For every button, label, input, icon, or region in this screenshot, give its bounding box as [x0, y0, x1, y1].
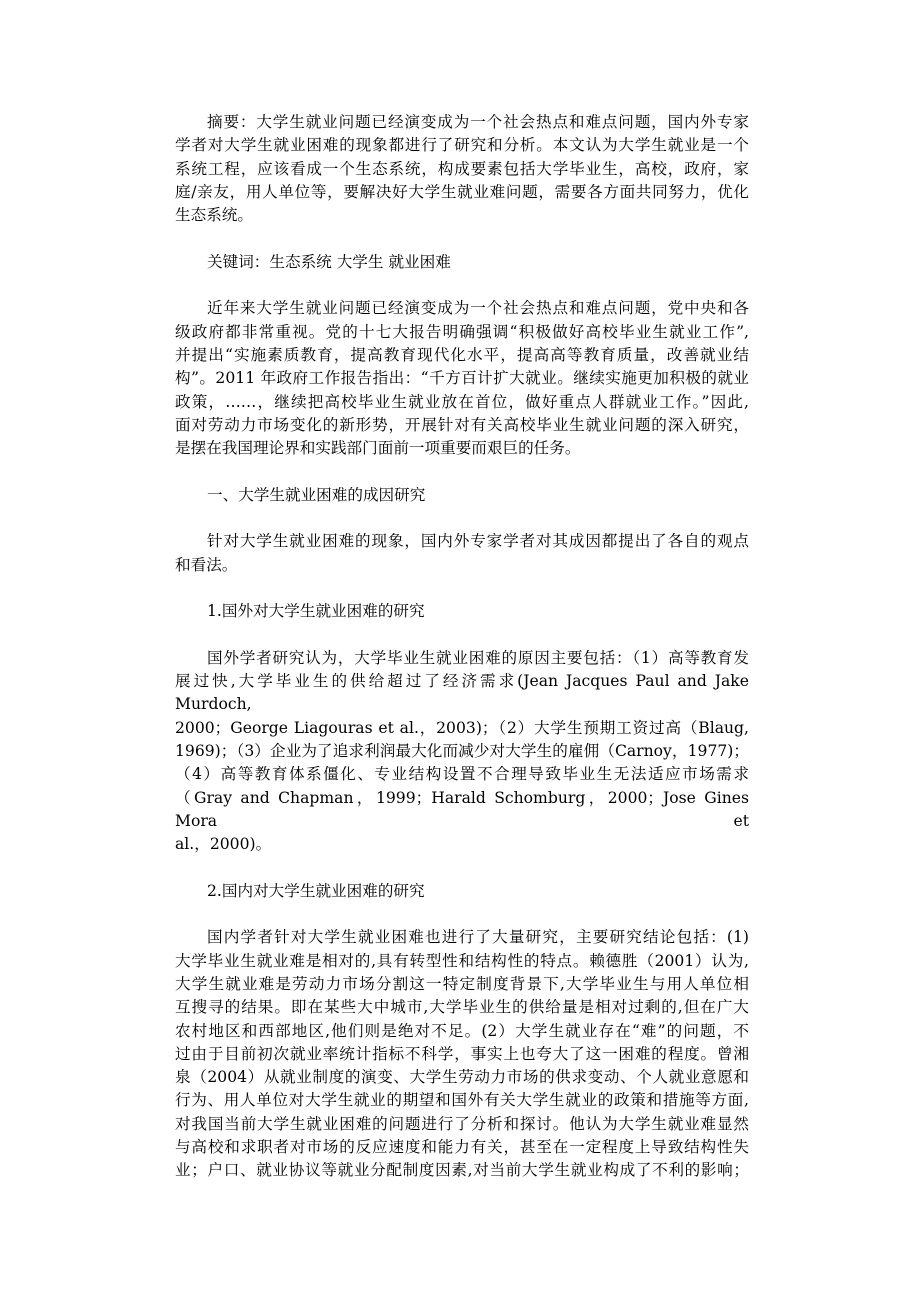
- abstract-line: 庭/亲友，用人单位等，要解决好大学生就业难问题，需要各方面共同努力，优化: [175, 182, 749, 201]
- abstract-line: 学者对大学生就业困难的现象都进行了研究和分析。本文认为大学生就业是一个: [175, 136, 749, 155]
- document-page: [175, 111, 749, 1183]
- intro-line: 面对劳动力市场变化的新形势，开展针对有关高校毕业生就业问题的深入研究，: [175, 415, 749, 434]
- sub2-body-paragraph: [175, 926, 749, 1182]
- sub1-body-paragraph: [175, 647, 749, 857]
- section1-intro-line: 针对大学生就业困难的现象，国内外专家学者对其成因都提出了各自的观点: [207, 532, 749, 551]
- sub2-title: 2.国内对大学生就业困难的研究: [207, 881, 425, 900]
- sub2-body-line: 行为、用人单位对大学生就业的期望和国外有关大学生就业的政策和措施等方面,: [175, 1091, 749, 1110]
- intro-line: 构”。2011 年政府工作报告指出：“千方百计扩大就业。继续实施更加积极的就业: [175, 369, 749, 388]
- sub2-body-line: 过由于目前初次就业率统计指标不科学，事实上也夸大了这一困难的程度。曾湘: [175, 1044, 749, 1063]
- intro-line: 近年来大学生就业问题已经演变成为一个社会热点和难点问题，党中央和各: [207, 299, 749, 318]
- sub1-title: 1.国外对大学生就业困难的研究: [207, 602, 425, 621]
- keywords: 关键词：生态系统 大学生 就业困难: [207, 252, 451, 271]
- sub1-body-line: 国外学者研究认为，大学毕业生就业困难的原因主要包括：（1）高等教育发: [207, 648, 749, 667]
- sub2-body-line: 业；户口、就业协议等就业分配制度因素,对当前大学生就业构成了不利的影响；: [175, 1161, 749, 1180]
- section1-intro-paragraph: [175, 530, 749, 577]
- sub2-body-line: 与高校和求职者对市场的反应速度和能力有关，甚至在一定程度上导致结构性失: [175, 1138, 749, 1157]
- abstract-line: 系统工程，应该看成一个生态系统，构成要素包括大学毕业生，高校，政府，家: [175, 159, 749, 178]
- sub1-body-line: al.，2000)。: [175, 835, 272, 854]
- intro-paragraph: [175, 297, 749, 460]
- intro-line: 是摆在我国理论界和实践部门面前一项重要而艰巨的任务。: [175, 439, 581, 458]
- sub2-body-line: 泉（2004）从就业制度的演变、大学生劳动力市场的供求变动、个人就业意愿和: [175, 1068, 749, 1087]
- sub1-body-line: （Gray and Chapman，1999；Harald Schomburg，2000；Jose Gines Mora et: [175, 788, 749, 830]
- abstract-line: 生态系统。: [175, 206, 253, 225]
- sub2-body-line: 大学毕业生就业难是相对的,具有转型性和结构性的特点。赖德胜（2001）认为,: [175, 951, 749, 970]
- intro-line: 政策，……，继续把高校毕业生就业放在首位，做好重点人群就业工作。”因此,: [175, 392, 749, 411]
- intro-line: 级政府都非常重视。党的十七大报告明确强调“积极做好高校毕业生就业工作”,: [175, 322, 749, 341]
- sub1-body-line: 2000；George Liagouras et al.，2003)；（2）大学生预期工资过高（Blaug,: [175, 718, 749, 737]
- sub2-body-line: 国内学者针对大学生就业困难也进行了大量研究，主要研究结论包括：(1): [207, 928, 749, 947]
- sub2-body-line: 大学生就业难是劳动力市场分割这一特定制度背景下,大学毕业生与用人单位相: [175, 974, 749, 993]
- sub1-body-line: （4）高等教育体系僵化、专业结构设置不合理导致毕业生无法适应市场需求: [175, 765, 749, 784]
- sub2-body-line: 互搜寻的结果。即在某些大中城市,大学毕业生的供给量是相对过剩的,但在广大: [175, 998, 749, 1017]
- sub2-body-line: 农村地区和西部地区,他们则是绝对不足。(2）大学生就业存在“难”的问题，不: [175, 1021, 749, 1040]
- abstract-paragraph: [175, 111, 749, 227]
- sub2-body-line: 对我国当前大学生就业困难的问题进行了分析和探讨。他认为大学生就业难显然: [175, 1114, 749, 1133]
- intro-line: 并提出“实施素质教育，提高教育现代化水平，提高高等教育质量，改善就业结: [175, 345, 749, 364]
- section1-intro-line: 和看法。: [175, 555, 238, 574]
- abstract-line: 摘要：大学生就业问题已经演变成为一个社会热点和难点问题，国内外专家: [207, 113, 749, 131]
- sub1-body-line: 1969)；（3）企业为了追求利润最大化而减少对大学生的雇佣（Carnoy，1977)；: [175, 742, 749, 761]
- section1-title: 一、大学生就业困难的成因研究: [207, 485, 426, 504]
- sub1-body-line: 展过快,大学毕业生的供给超过了经济需求(Jean Jacques Paul and Jake Murdoch,: [175, 672, 749, 714]
